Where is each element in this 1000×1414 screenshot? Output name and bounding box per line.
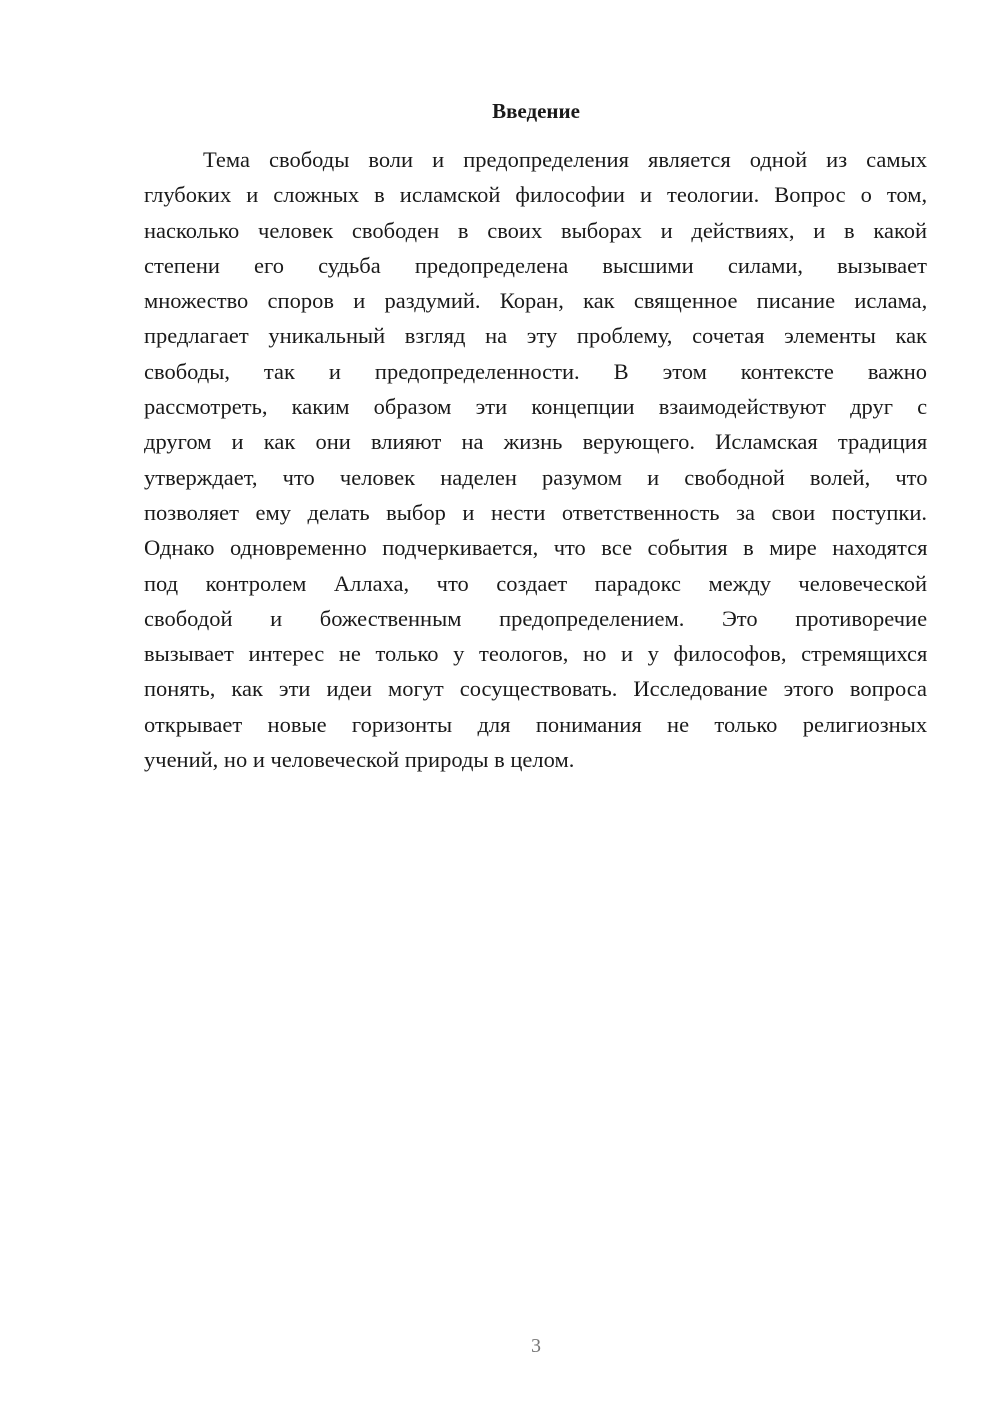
paragraph-line: Тема свободы воли и предопределения является одной из самых bbox=[203, 147, 927, 172]
page-number: 3 bbox=[531, 1335, 541, 1357]
paragraph-line: глубоких и сложных в исламской философии и теологии. Вопрос о том, bbox=[144, 182, 928, 208]
paragraph-line: множество споров и раздумий. Коран, как священное писание ислама, bbox=[144, 288, 928, 314]
paragraph-line: свободой и божественным предопределением. Это противоречие bbox=[144, 605, 928, 631]
paragraph-line: свободы, так и предопределенности. В этом контексте важно bbox=[144, 358, 927, 384]
body-paragraph bbox=[144, 142, 927, 777]
paragraph-line: учений, но и человеческой природы в целом. bbox=[144, 747, 575, 773]
paragraph-line: понять, как эти идеи могут сосуществовать. Исследование этого вопроса bbox=[144, 676, 928, 702]
paragraph-line: степени его судьба предопределена высшими силами, вызывает bbox=[144, 252, 927, 278]
paragraph-line: под контролем Аллаха, что создает парадокс между человеческой bbox=[144, 570, 928, 596]
paragraph-line: другом и как они влияют на жизнь верующего. Исламская традиция bbox=[144, 429, 928, 455]
paragraph-line: предлагает уникальный взгляд на эту проблему, сочетая элементы как bbox=[144, 323, 927, 349]
paragraph-line: насколько человек свободен в своих выборах и действиях, и в какой bbox=[144, 217, 928, 243]
paragraph-line: вызывает интерес не только у теологов, но и у философов, стремящихся bbox=[144, 641, 928, 667]
section-heading: Введение bbox=[492, 99, 580, 123]
paragraph-line: рассмотреть, каким образом эти концепции взаимодействуют друг с bbox=[144, 394, 928, 420]
paragraph-line: Однако одновременно подчеркивается, что все события в мире находятся bbox=[144, 535, 928, 561]
paragraph-line: позволяет ему делать выбор и нести ответственность за свои поступки. bbox=[144, 499, 927, 525]
paragraph-line: утверждает, что человек наделен разумом и свободной волей, что bbox=[144, 464, 928, 490]
paragraph-line: открывает новые горизонты для понимания не только религиозных bbox=[144, 711, 928, 737]
